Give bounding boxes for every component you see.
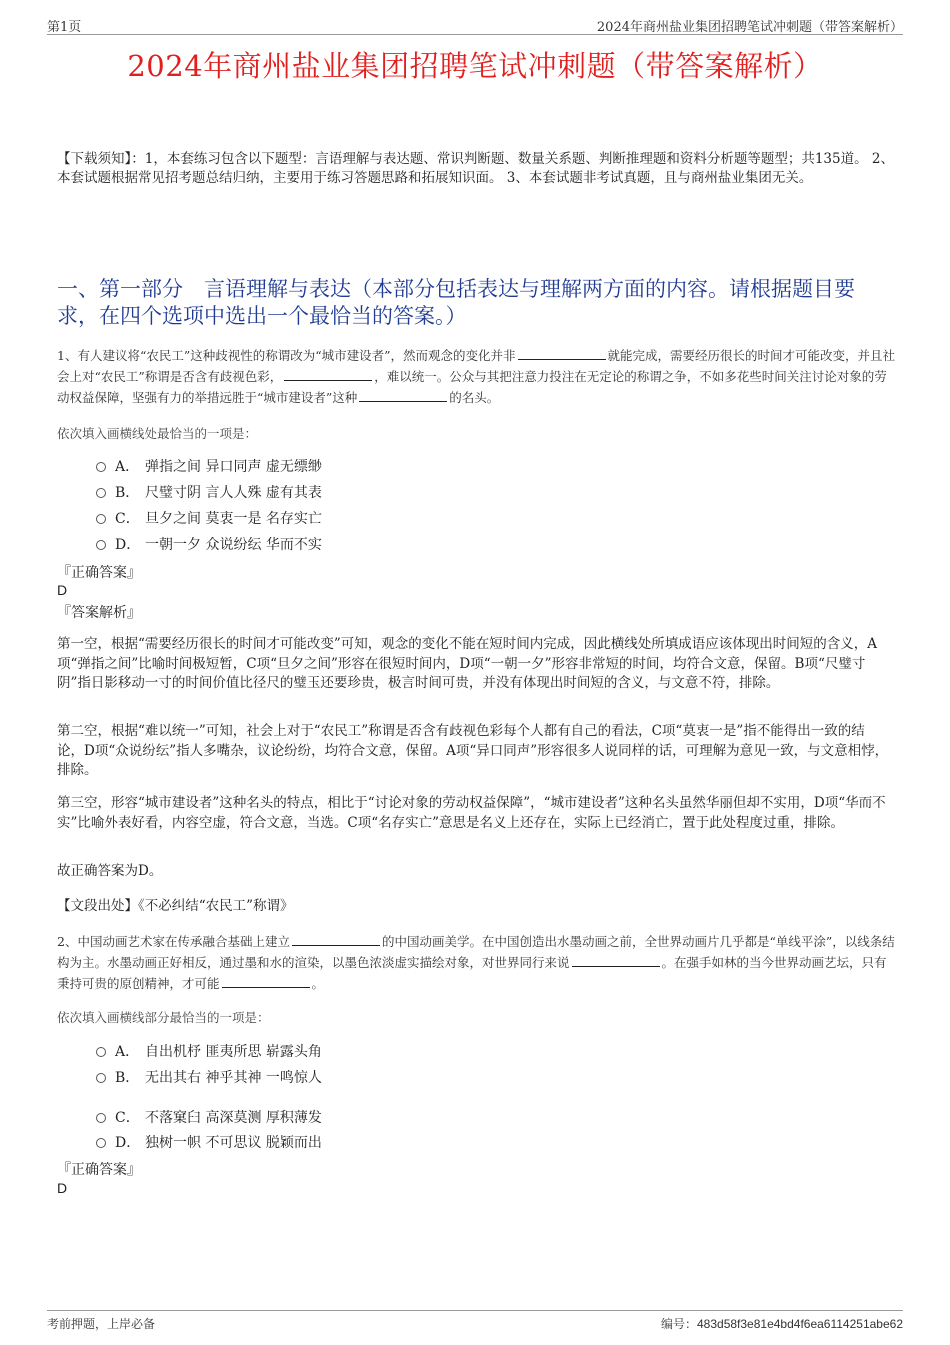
question-1-stem [57,345,897,408]
document-code: 编号：483d58f3e81e4bd4f6ea6114251abe62 [660,1317,903,1331]
radio-button[interactable] [96,540,106,550]
page-footer [47,1310,903,1333]
q1-prompt: 依次填入画横线处最恰当的一项是： [57,426,258,441]
page-header [47,14,903,35]
q2-text-4: 。 [311,976,325,991]
blank-line [284,367,372,381]
q1-analysis-label: 『答案解析』 [57,605,141,621]
radio-button[interactable] [96,488,106,498]
q1-option-a[interactable]: A． 弹指之间 异口同声 虚无缥缈 [96,456,322,476]
q1-text-2: 就能完成，需要经历很长的时间才可能改变，并且社会上对“农民工”称谓是否含有歧视色彩， [57,348,896,384]
q2-text-2: 的中国动画美学。在中国创造出水墨动画之前，全世界动画片几乎都是“单线平涂”，以线条结构为主。水墨动画正好相反，通过墨和水的渲染，以墨色浓淡虚实描绘对象，对世界同行来说 [57,934,895,970]
q1-option-d[interactable]: D． 一朝一夕 众说纷纭 华而不实 [96,534,322,554]
q2-answer-label: 『正确答案』 [57,1162,141,1178]
q1-source: 【文段出处】《不必纠结“农民工”称谓》 [57,898,294,914]
q1-text-4: 的名头。 [449,390,500,405]
q1-answer: D [57,582,68,598]
q2-option-c[interactable]: C． 不落窠臼 高深莫测 厚积薄发 [96,1107,322,1127]
q1-text-1: 1、有人建议将“农民工”这种歧视性的称谓改为“城市建设者”，然而观念的变化并非 [57,348,516,363]
blank-line [359,388,447,402]
radio-button[interactable] [96,1113,106,1123]
blank-line [292,932,380,946]
q2-option-a[interactable]: A． 自出机杼 匪夷所思 崭露头角 [96,1041,322,1061]
q1-analysis-para-2: 第二空，根据“难以统一”可知，社会上对于“农民工”称谓是否含有歧视色彩每个人都有自己的看法，C项“莫衷一是”指不能得出一致的结论，D项“众说纷纭”指人多嘴杂，议论纷纷，均符合文意，保留。A项“异口同声”形容很多人说同样的话，可理解为意见一致，与文意相悖，排除。 [57,723,889,778]
footer-slogan: 考前押题，上岸必备 [47,1317,156,1331]
radio-button[interactable] [96,1047,106,1057]
radio-button[interactable] [96,1073,106,1083]
blank-line [572,953,660,967]
page-number: 第1页 [47,20,82,35]
radio-button[interactable] [96,514,106,524]
document-title: 2024年商州盐业集团招聘笔试冲刺题（带答案解析） [127,49,823,83]
radio-button[interactable] [96,462,106,472]
q2-prompt: 依次填入画横线部分最恰当的一项是： [57,1010,270,1025]
q1-analysis-para-3: 第三空，形容“城市建设者”这种名头的特点，相比于“讨论对象的劳动权益保障”，“城市建设者”这种名头虽然华丽但却不实用，D项“华而不实”比喻外表好看，内容空虚，符合文意，当选。C项“名存实亡”意思是名义上还存在，实际上已经消亡，置于此处程度过重，排除。 [57,795,886,831]
q1-option-c[interactable]: C． 旦夕之间 莫衷一是 名存实亡 [96,508,322,528]
q1-analysis-conclusion: 故正确答案为D。 [57,863,163,879]
blank-line [222,974,310,988]
q1-text-3: ，难以统一。公众与其把注意力投注在无定论的称谓之争，不如多花些时间关注讨论对象的劳动权益保障，坚强有力的举措远胜于“城市建设者”这种 [57,369,887,405]
blank-line [518,346,606,360]
q2-option-b[interactable]: B． 无出其右 神乎其神 一鸣惊人 [96,1067,322,1087]
q1-option-b[interactable]: B． 尺璧寸阴 言人人殊 虚有其表 [96,482,322,502]
q1-analysis-para-1: 第一空，根据“需要经历很长的时间才可能改变”可知，观念的变化不能在短时间内完成，因此横线处所填成语应该体现出时间短的含义，A项“弹指之间”比喻时间极短暂，C项“旦夕之间”形容在很短时间内，D项“一朝一夕”形容非常短的时间，均符合文意，保留。B项“尺璧寸阴”指日影移动一寸的时间价值比径尺的璧玉还要珍贵，极言时间可贵，并没有体现出时间短的含义，与文意不符，排除。 [57,636,878,691]
download-notice: 【下载须知】：1，本套练习包含以下题型：言语理解与表达题、常识判断题、数量关系题、判断推理题和资料分析题等题型；共135道。 2、本套试题根据常见招考题总结归纳，主要用于练习答题思路和拓展知识面。 3、本套试题非考试真题，且与商州盐业集团无关。 [57,151,894,186]
q1-answer-label: 『正确答案』 [57,565,141,581]
q2-answer: D [57,1180,68,1196]
question-2-stem [57,931,897,994]
q2-text-1: 2、中国动画艺术家在传承融合基础上建立 [57,934,290,949]
radio-button[interactable] [96,1138,106,1148]
q2-option-d[interactable]: D． 独树一帜 不可思议 脱颖而出 [96,1132,322,1152]
q2-text-3: 。在强手如林的当今世界动画艺坛，只有秉持可贵的原创精神，才可能 [57,955,887,991]
section-heading: 一、第一部分 言语理解与表达（本部分包括表达与理解两方面的内容。请根据题目要求，在四个选项中选出一个最恰当的答案。） [57,277,855,328]
header-doc-title: 2024年商州盐业集团招聘笔试冲刺题（带答案解析） [596,20,903,35]
